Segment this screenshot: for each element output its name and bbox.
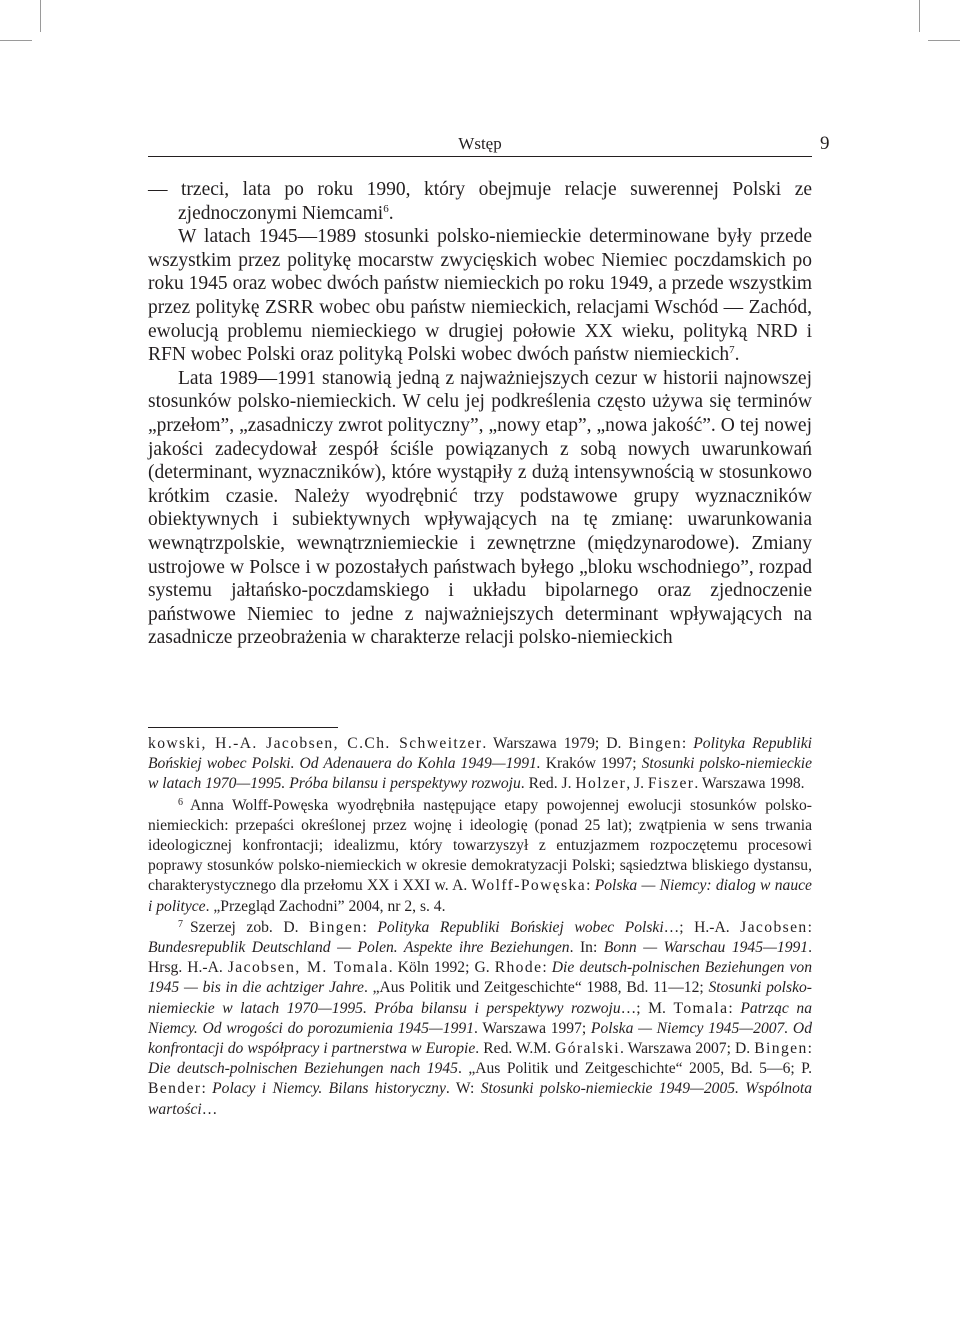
footnote-text: . W:	[445, 1080, 481, 1098]
footnote-text: , J.	[626, 775, 648, 793]
footnote-text: . Red. J.	[520, 775, 576, 793]
main-text	[148, 178, 812, 650]
punctuation: .	[388, 202, 394, 224]
author-name: kowski, H.-A. Jacobsen, C.Ch. Schweitzer	[148, 735, 483, 752]
footnote-text: …	[201, 1100, 218, 1118]
author-name: Rhode	[494, 959, 543, 977]
footnote-number: 6	[178, 796, 183, 808]
footnote-text: . Warszawa 2007; D.	[619, 1040, 755, 1058]
footnote-text: . „Przegląd Zachodni” 2004, nr 2, s. 4.	[205, 897, 446, 915]
footnote-continuation	[148, 734, 812, 795]
work-title: Stosunki polsko-niemieckie w latach 1970—1995. Próba bilansu i perspektywy rozwoju	[148, 755, 813, 793]
footnote-separator	[148, 727, 338, 728]
crop-mark	[0, 40, 32, 41]
footnote-text: …; M.	[620, 999, 674, 1017]
author-name: Bingen	[754, 1040, 808, 1058]
footnote-text: :	[586, 877, 595, 895]
author-name: Tomala	[673, 999, 729, 1017]
work-title: Patrząc na Niemcy. Od wrogości do porozumienia 1945—1991	[148, 999, 812, 1037]
crop-mark	[40, 0, 41, 32]
footnote-text: . Warszawa 1997;	[474, 1019, 591, 1037]
running-title: Wstęp	[458, 134, 502, 153]
footnote-text: Anna Wolff-Powęska wyodrębniła następujące etapy powojennej ewolucji stosunków polsko-niemieckich: przepaści określonej przez wojnę i ideologię (ponad 25 lat); zwątpienia w sens trwania ideologicznej konfrontacji; idealizmu, który towarzyszył z entuzjazmem rozpoczętemu procesowi poprawy stosunków polsko-niemieckich w okresie demokratyzacji Polski; sąsiedztwa bliskiego dystansu, charakterystycznego dla przełomu XX i XXI w. A.	[148, 796, 812, 895]
footnotes	[148, 734, 812, 1120]
author-name: Fiszer	[647, 775, 695, 793]
work-title: Stosunki polsko-niemieckie w latach 1970—1995. Próba bilansu i perspektywy rozwoju	[148, 979, 812, 1017]
footnote-text: . „Aus Politik und Zeitgeschichte“ 1988, Bd. 11—12;	[363, 979, 709, 997]
footnote-text: :	[201, 1080, 213, 1098]
footnote-text: Szerzej zob. D.	[190, 918, 310, 936]
footnote-text: :	[728, 999, 741, 1017]
author-name: Góralski	[555, 1040, 620, 1058]
author-name: Bingen	[309, 918, 363, 936]
paragraph-text: — trzeci, lata po roku 1990, który obejmuje relacje suwerennej Polski ze zjednoczonymi Niemcami	[148, 179, 812, 224]
work-title: Stosunki polsko-niemieckie 1949—2005. Wspólnota wartości	[148, 1080, 813, 1118]
paragraph: Lata 1989—1991 stanowią jedną z najważniejszych cezur w historii najnowszej stosunków polsko-niemieckich. W celu jej podkreślenia często używa się terminów „przełom”, „zasadniczy zwrot polityczny”, „nowy etap”, „nowa jakość”. O tej nowej jakości zadecydował zespół ściśle powiązanych z sobą nowych uwarunkowań (determinant, wyznaczników), które wystąpiły z dużą intensywnością w stosunkowo krótkim czasie. Należy wyodrębnić trzy podstawowe grupy wyznaczników obiektywnych i subiektywnych wpływających na tę zmianę: uwarunkowania wewnątrzpolskie, wewnątrzniemieckie i zewnętrzne (międzynarodowe). Zmiany ustrojowe w Polsce i w pozostałych państwach byłego „bloku wschodniego”, rozpad systemu jałtańsko-poczdamskiego i układu bipolarnego oraz zjednoczenie państwowe Niemiec to jedne z najważniejszych determinant wpływających na zasadnicze przeobrażenia w charakterze relacji polsko-niemieckich	[148, 367, 812, 649]
footnote-reference: 7	[729, 344, 735, 357]
footnote-reference: 6	[383, 202, 389, 215]
footnote-6	[148, 796, 812, 917]
footnote-text: . Köln 1992; G.	[388, 959, 495, 977]
crop-mark	[928, 40, 960, 41]
footnote-text: . Warszawa 1998.	[694, 775, 805, 793]
footnote-number: 7	[178, 918, 183, 930]
footnote-7	[148, 918, 812, 1120]
footnote-text: . „Aus Politik und Zeitgeschichte“ 2005, Bd. 5—6; P.	[457, 1060, 813, 1078]
work-title: Die deutsch-polnischen Beziehungen nach 1945	[148, 1060, 458, 1078]
footnote-text: . Warszawa 1979; D.	[482, 735, 629, 752]
work-title: Die deutsch-polnischen Beziehungen von 1945 — bis in die achtziger Jahre	[148, 959, 813, 997]
author-name: Holzer	[575, 775, 627, 793]
work-title: Polityka Republiki Bońskiej wobec Polski. Od Adenauera do Kohla 1949—1991.	[148, 735, 812, 773]
footnote-text: …; H.-A.	[663, 918, 741, 936]
footnote-text: . In:	[569, 939, 604, 957]
footnote-text: . Hrsg. H.-A.	[148, 939, 812, 977]
footnote-text: :	[362, 918, 378, 936]
page-number: 9	[820, 133, 830, 154]
paragraph-text: W latach 1945—1989 stosunki polsko-niemieckie determinowane były przede wszystkim przez politykę mocarstw zwycięskich wobec Niemiec poczdamskich po roku 1945 oraz wobec dwóch państw niemieckich po roku 1949, a przede wszystkim przez politykę ZSRR wobec obu państw niemieckich, relacjami Wschód — Zachód, ewolucją problemu niemieckiego w drugiej połowie XX wieku, polityką NRD i RFN wobec Polski oraz polityką Polski wobec dwóch państw niemieckich	[148, 226, 812, 366]
footnote-text: :	[542, 959, 552, 977]
footnote-text: Kraków 1997;	[540, 755, 642, 773]
footnote-text: . Red. W.M.	[475, 1040, 556, 1058]
author-name: Jacobsen	[740, 918, 808, 936]
running-header	[148, 134, 812, 157]
work-title: Bonn — Warschau 1945—1991	[603, 939, 809, 957]
footnote-text: :	[807, 1040, 813, 1058]
crop-mark	[919, 0, 920, 32]
author-name: Wolff-Powęska	[471, 877, 587, 895]
footnote-text: :	[807, 918, 812, 936]
work-title: Polityka Republiki Bońskiej wobec Polski	[377, 918, 664, 936]
footnote-text: :	[681, 735, 694, 752]
punctuation: .	[734, 344, 740, 366]
paragraph-list-item	[148, 178, 812, 225]
author-name: Bingen	[628, 735, 682, 752]
paragraph	[148, 225, 812, 367]
work-title: Polacy i Niemcy. Bilans historyczny	[212, 1080, 446, 1098]
work-title: Bundesrepublik Deutschland — Polen. Aspekte ihre Beziehungen	[148, 939, 570, 957]
author-name: Bender	[148, 1080, 202, 1098]
work-title: Polska — Niemcy 1945—2007. Od konfrontacji do współpracy i partnerstwa w Europie	[148, 1019, 812, 1058]
author-name: Jacobsen, M. Tomala	[227, 959, 389, 977]
work-title: Polska — Niemcy: dialog w nauce i polityce	[148, 877, 812, 915]
